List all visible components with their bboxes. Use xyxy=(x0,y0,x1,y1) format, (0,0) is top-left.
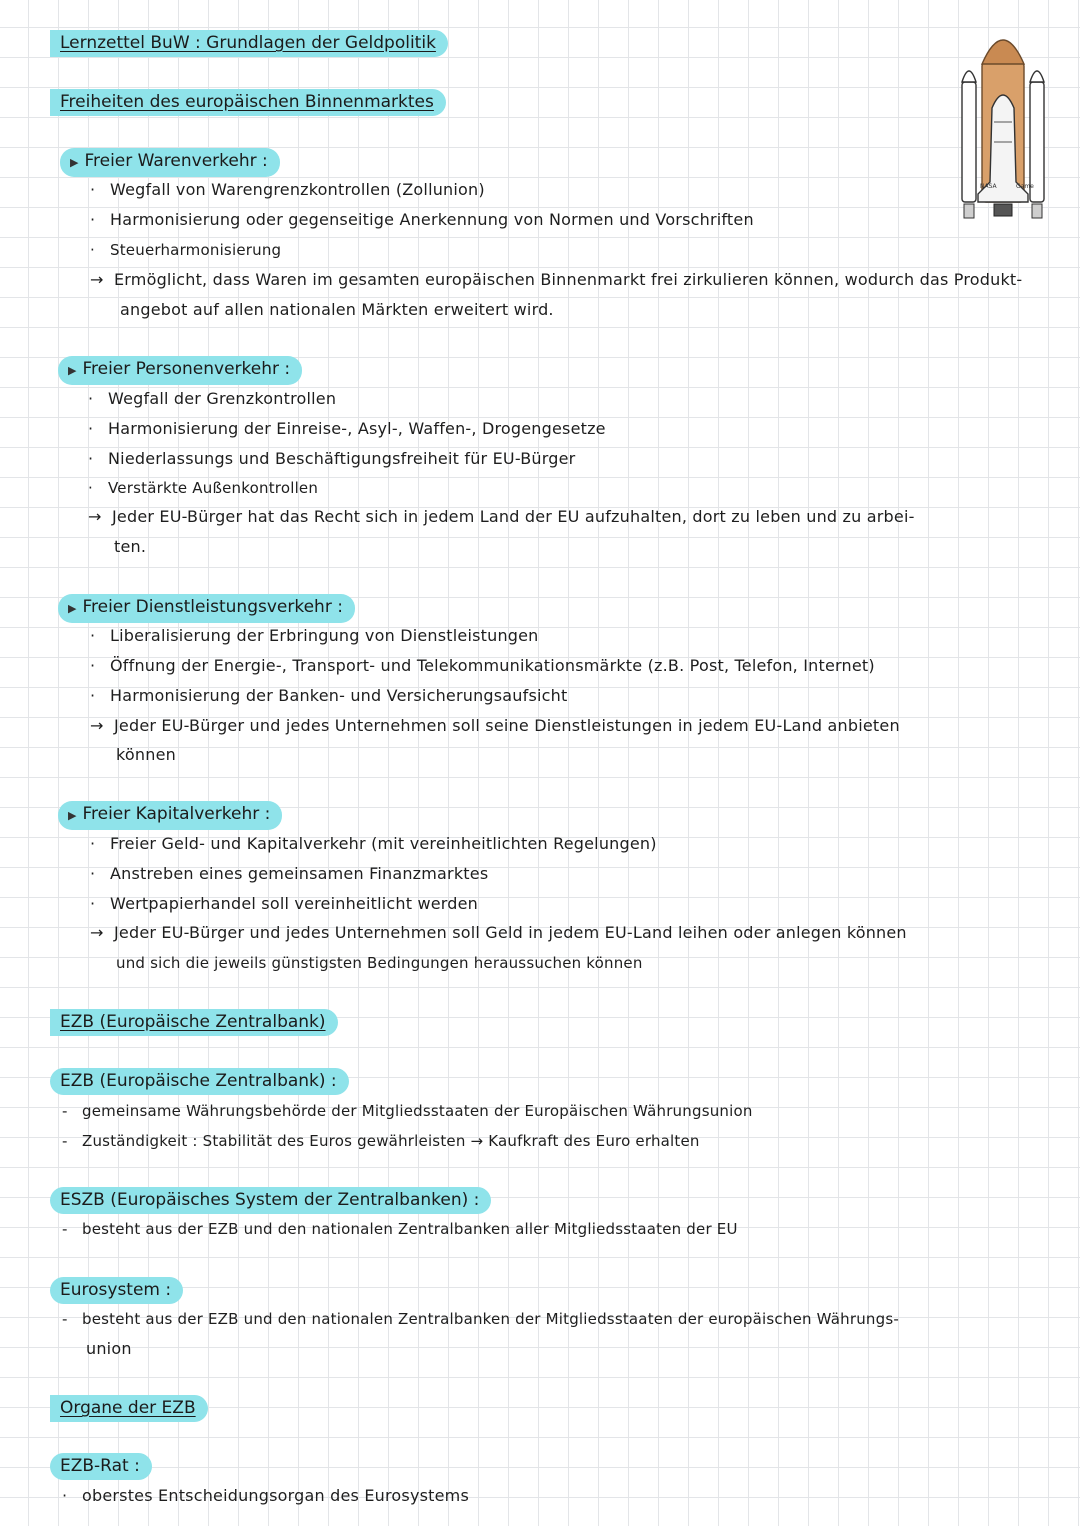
ezb-rat-item-1: · oberstes Entscheidungsorgan des Eurosystems xyxy=(62,1486,469,1505)
eurosystem-item-1: - besteht aus der EZB und den nationalen Zentralbanken der Mitgliedsstaaten der europäischen Währungs- xyxy=(62,1310,899,1328)
kapital-result-cont: und sich die jeweils günstigsten Bedingungen heraussuchen können xyxy=(116,954,643,972)
dienst-item-3: · Harmonisierung der Banken- und Versicherungsaufsicht xyxy=(90,686,568,705)
section-binnenmarkt-heading: Freiheiten des europäischen Binnenmarktes xyxy=(50,89,446,116)
ezb-item-1: - gemeinsame Währungsbehörde der Mitgliedsstaaten der Europäischen Währungsunion xyxy=(62,1102,753,1120)
dienst-result: → Jeder EU-Bürger und jedes Unternehmen soll seine Dienstleistungen in jedem EU-Land anbieten xyxy=(90,716,900,735)
personen-heading-text: Freier Personenverkehr : xyxy=(82,359,291,379)
shuttle-label-left: NASA xyxy=(980,183,997,190)
waren-result: → Ermöglicht, dass Waren im gesamten europäischen Binnenmarkt frei zirkulieren können, wodurch das Produkt- xyxy=(90,270,1023,289)
dienst-item-1: · Liberalisierung der Erbringung von Dienstleistungen xyxy=(90,626,539,645)
personen-result: → Jeder EU-Bürger hat das Recht sich in jedem Land der EU aufzuhalten, dort zu leben und zu arbei- xyxy=(88,507,915,526)
triangle-bullet-icon: ▶ xyxy=(70,156,79,169)
dienst-heading-text: Freier Dienstleistungsverkehr : xyxy=(82,597,343,617)
waren-item-3: · Steuerharmonisierung xyxy=(90,241,282,259)
kapital-result: → Jeder EU-Bürger und jedes Unternehmen soll Geld in jedem EU-Land leihen oder anlegen können xyxy=(90,923,907,942)
personen-item-3: · Niederlassungs und Beschäftigungsfreiheit für EU-Bürger xyxy=(88,449,576,468)
ezb-rat-heading: EZB-Rat : xyxy=(50,1453,152,1480)
dienst-item-2: · Öffnung der Energie-, Transport- und Telekommunikationsmärkte (z.B. Post, Telefon, Internet) xyxy=(90,656,875,675)
waren-item-1: · Wegfall von Warengrenzkontrollen (Zollunion) xyxy=(90,180,485,199)
section-ezb-heading: EZB (Europäische Zentralbank) xyxy=(50,1009,338,1036)
waren-result-cont: angebot auf allen nationalen Märkten erweitert wird. xyxy=(120,300,554,319)
personen-item-1: · Wegfall der Grenzkontrollen xyxy=(88,389,337,408)
dienst-result-cont: können xyxy=(116,745,176,764)
personen-item-2: · Harmonisierung der Einreise-, Asyl-, Waffen-, Drogengesetze xyxy=(88,419,606,438)
eszb-item-1: - besteht aus der EZB und den nationalen Zentralbanken aller Mitgliedsstaaten der EU xyxy=(62,1220,738,1238)
ezb-heading: EZB (Europäische Zentralbank) : xyxy=(50,1068,349,1095)
personen-result-cont: ten. xyxy=(114,537,147,556)
shuttle-label-right: Game xyxy=(1016,183,1034,190)
personen-item-4: · Verstärkte Außenkontrollen xyxy=(88,479,319,497)
waren-item-2: · Harmonisierung oder gegenseitige Anerkennung von Normen und Vorschriften xyxy=(90,210,754,229)
section-organe-heading: Organe der EZB xyxy=(50,1395,208,1422)
dienst-heading xyxy=(58,594,355,623)
eurosystem-item-1-cont: union xyxy=(86,1339,132,1358)
kapital-item-2: · Anstreben eines gemeinsamen Finanzmarktes xyxy=(90,864,489,883)
triangle-bullet-icon: ▶ xyxy=(68,364,77,377)
personen-heading xyxy=(58,356,302,385)
kapital-heading xyxy=(58,801,282,830)
waren-heading xyxy=(60,148,280,177)
kapital-item-3: · Wertpapierhandel soll vereinheitlicht werden xyxy=(90,894,479,913)
ezb-item-2: - Zuständigkeit : Stabilität des Euros gewährleisten → Kaufkraft des Euro erhalten xyxy=(62,1132,700,1150)
kapital-heading-text: Freier Kapitalverkehr : xyxy=(82,804,271,824)
triangle-bullet-icon: ▶ xyxy=(68,809,77,822)
triangle-bullet-icon: ▶ xyxy=(68,602,77,615)
kapital-item-1: · Freier Geld- und Kapitalverkehr (mit vereinheitlichten Regelungen) xyxy=(90,834,657,853)
space-shuttle-icon xyxy=(948,22,1058,232)
eurosystem-heading: Eurosystem : xyxy=(50,1277,183,1304)
page-title: Lernzettel BuW : Grundlagen der Geldpolitik xyxy=(50,30,448,57)
waren-heading-text: Freier Warenverkehr : xyxy=(84,151,268,171)
eszb-heading: ESZB (Europäisches System der Zentralbanken) : xyxy=(50,1187,491,1214)
